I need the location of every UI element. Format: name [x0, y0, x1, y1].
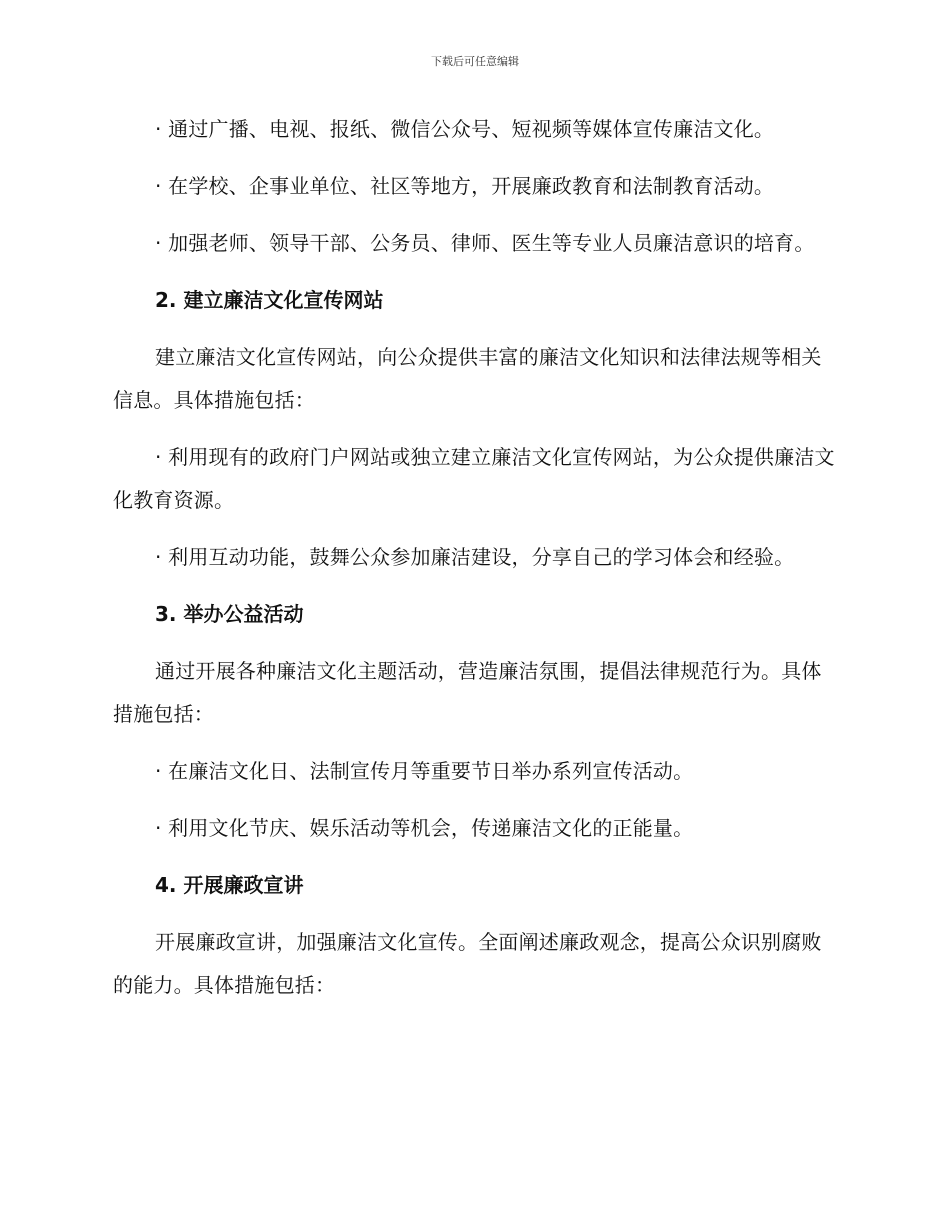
section-heading: 2. 建立廉洁文化宣传网站: [155, 288, 384, 312]
bullet-paragraph: · 利用互动功能，鼓舞公众参加廉洁建设，分享自己的学习体会和经验。: [155, 545, 795, 569]
section-heading: 4. 开展廉政宣讲: [155, 873, 304, 897]
bullet-paragraph: · 加强老师、领导干部、公务员、律师、医生等专业人员廉洁意识的培育。: [155, 231, 815, 255]
bullet-paragraph: · 在廉洁文化日、法制宣传月等重要节日举办系列宣传活动。: [155, 759, 694, 783]
bullet-paragraph: · 利用现有的政府门户网站或独立建立廉洁文化宣传网站，为公众提供廉洁文化教育资源。: [113, 445, 835, 512]
body-paragraph: 开展廉政宣讲，加强廉洁文化宣传。全面阐述廉政观念，提高公众识别腐败的能力。具体措施包括：: [113, 930, 822, 997]
document-body: [113, 108, 837, 1007]
bullet-paragraph: · 利用文化节庆、娱乐活动等机会，传递廉洁文化的正能量。: [155, 816, 694, 840]
bullet-paragraph: · 在学校、企事业单位、社区等地方，开展廉政教育和法制教育活动。: [155, 174, 775, 198]
page-header: 下载后可任意编辑: [431, 55, 519, 68]
body-paragraph: 通过开展各种廉洁文化主题活动，营造廉洁氛围，提倡法律规范行为。具体措施包括：: [113, 659, 822, 726]
body-paragraph: 建立廉洁文化宣传网站，向公众提供丰富的廉洁文化知识和法律法规等相关信息。具体措施包括：: [113, 345, 822, 412]
section-heading: 3. 举办公益活动: [155, 602, 304, 626]
bullet-paragraph: · 通过广播、电视、报纸、微信公众号、短视频等媒体宣传廉洁文化。: [155, 117, 775, 141]
